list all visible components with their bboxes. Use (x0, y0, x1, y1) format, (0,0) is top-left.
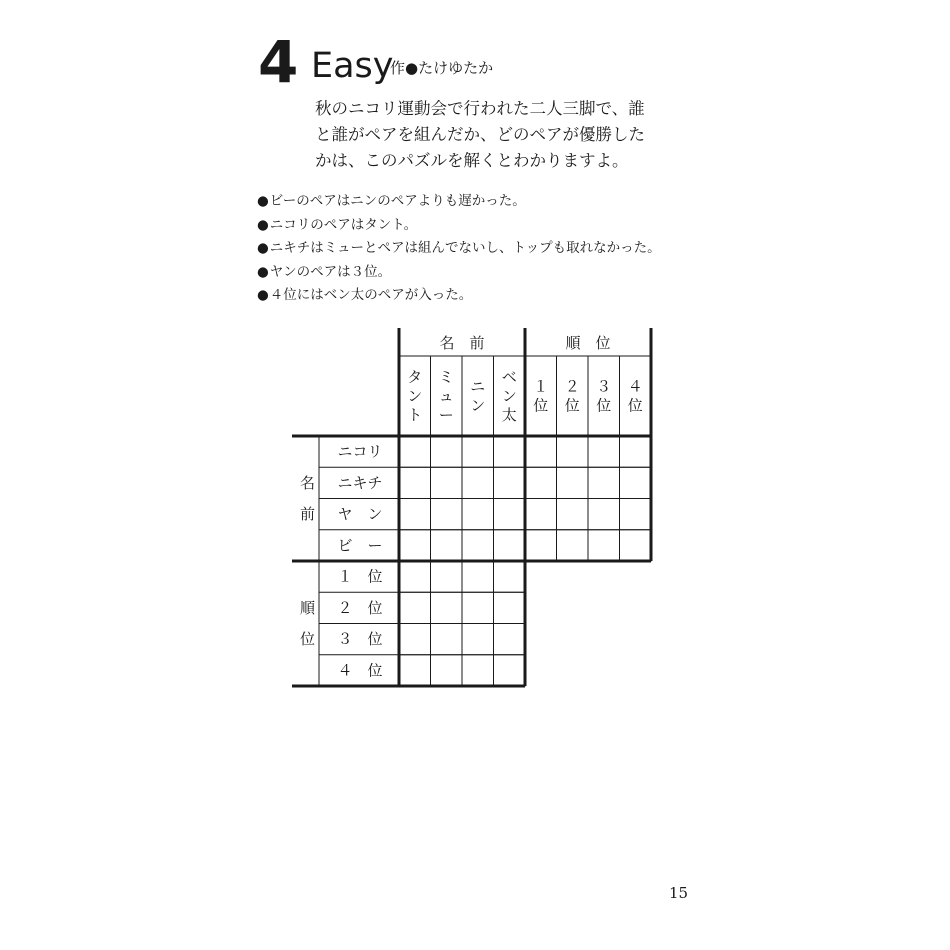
column-label: ベ (501, 368, 517, 386)
grid-cell[interactable] (399, 499, 431, 530)
grid-cell[interactable] (462, 655, 494, 686)
difficulty-label: Easy (311, 46, 394, 86)
row-label: ニコリ (337, 442, 383, 461)
clue-text: ヤンのペアは３位。 (269, 263, 392, 280)
column-label: 位 (564, 396, 580, 415)
grid-cell[interactable] (557, 530, 589, 561)
grid-cell[interactable] (399, 530, 431, 561)
grid-cell[interactable] (620, 436, 652, 467)
grid-cell[interactable] (557, 436, 589, 467)
column-label: 太 (501, 406, 517, 424)
column-label: 位 (596, 396, 612, 415)
column-label: ２ (564, 377, 580, 396)
row-group-label: 位 (299, 630, 316, 648)
clue-text: ニキチはミューとペアは組んでないし、トップも取れなかった。 (269, 240, 661, 256)
row-label: ヤ ン (337, 505, 383, 524)
row-label: ビ ー (337, 536, 383, 555)
column-label: ン (470, 396, 486, 415)
grid-cell[interactable] (494, 592, 526, 623)
bullet-icon: ● (257, 240, 269, 256)
grid-cell[interactable] (620, 530, 652, 561)
grid-cell[interactable] (588, 499, 620, 530)
intro-line: と誰がペアを組んだか、どのペアが優勝した (315, 125, 645, 144)
bullet-icon: ● (257, 193, 269, 209)
row-group-label: 順 (299, 599, 316, 617)
grid-cell[interactable] (431, 530, 463, 561)
grid-cell[interactable] (557, 499, 589, 530)
author-credit: 作●たけゆたか (390, 59, 494, 77)
clue-text: ビーのペアはニンのペアよりも遅かった。 (269, 193, 526, 209)
grid-cell[interactable] (557, 467, 589, 498)
grid-cell[interactable] (431, 467, 463, 498)
row-label: １ 位 (337, 567, 383, 586)
grid-cell[interactable] (431, 561, 463, 592)
column-label: 位 (627, 396, 643, 415)
grid-cell[interactable] (525, 467, 557, 498)
grid-cell[interactable] (494, 561, 526, 592)
puzzle-number: 4 (258, 28, 297, 96)
grid-cell[interactable] (494, 624, 526, 655)
grid-cell[interactable] (399, 592, 431, 623)
column-label: タ (407, 368, 423, 386)
grid-cell[interactable] (525, 436, 557, 467)
grid-cell[interactable] (462, 530, 494, 561)
bullet-icon: ● (257, 263, 269, 280)
grid-cell[interactable] (462, 467, 494, 498)
row-group-label: 前 (299, 505, 316, 523)
grid-cell[interactable] (431, 624, 463, 655)
row-group-label: 名 (299, 474, 316, 492)
grid-cell[interactable] (399, 655, 431, 686)
bullet-icon: ● (257, 287, 269, 303)
intro-line: 秋のニコリ運動会で行われた二人三脚で、誰 (315, 99, 645, 118)
grid-cell[interactable] (431, 499, 463, 530)
grid-cell[interactable] (431, 655, 463, 686)
column-label: ュ (438, 387, 454, 405)
grid-cell[interactable] (462, 499, 494, 530)
grid-cell[interactable] (620, 499, 652, 530)
column-label: ニ (470, 377, 486, 396)
column-label: １ (533, 377, 549, 396)
column-label: ー (438, 406, 454, 424)
grid-cell[interactable] (462, 592, 494, 623)
grid-cell[interactable] (588, 436, 620, 467)
grid-cell[interactable] (588, 530, 620, 561)
grid-cell[interactable] (431, 592, 463, 623)
grid-cell[interactable] (494, 655, 526, 686)
bullet-icon: ● (257, 216, 269, 233)
page-number: 15 (669, 884, 689, 902)
row-label: ２ 位 (337, 598, 383, 617)
grid-cell[interactable] (494, 530, 526, 561)
grid-cell[interactable] (431, 436, 463, 467)
grid-cell[interactable] (588, 467, 620, 498)
clue-text: ニコリのペアはタント。 (269, 216, 418, 233)
row-label: ３ 位 (337, 630, 383, 649)
grid-cell[interactable] (525, 499, 557, 530)
grid-cell[interactable] (494, 499, 526, 530)
grid-cell[interactable] (399, 467, 431, 498)
grid-cell[interactable] (462, 624, 494, 655)
grid-cell[interactable] (494, 436, 526, 467)
column-group-label: 名 前 (439, 334, 485, 352)
grid-cell[interactable] (525, 530, 557, 561)
row-label: ニキチ (337, 473, 383, 492)
grid-cell[interactable] (399, 624, 431, 655)
intro-line: かは、このパズルを解くとわかりますよ。 (315, 151, 629, 170)
column-label: ４ (627, 377, 643, 396)
column-label: ミ (438, 368, 454, 386)
grid-cell[interactable] (494, 467, 526, 498)
grid-cell[interactable] (462, 561, 494, 592)
grid-cell[interactable] (620, 467, 652, 498)
column-group-label: 順 位 (565, 334, 611, 352)
column-label: ン (407, 387, 423, 405)
column-label: ト (407, 406, 423, 424)
column-label: ３ (596, 377, 612, 396)
grid-cell[interactable] (399, 436, 431, 467)
grid-cell[interactable] (399, 561, 431, 592)
column-label: ン (501, 387, 517, 405)
grid-cell[interactable] (462, 436, 494, 467)
clue-text: ４位にはベン太のペアが入った。 (269, 287, 473, 303)
row-label: ４ 位 (337, 661, 383, 680)
column-label: 位 (533, 396, 549, 415)
